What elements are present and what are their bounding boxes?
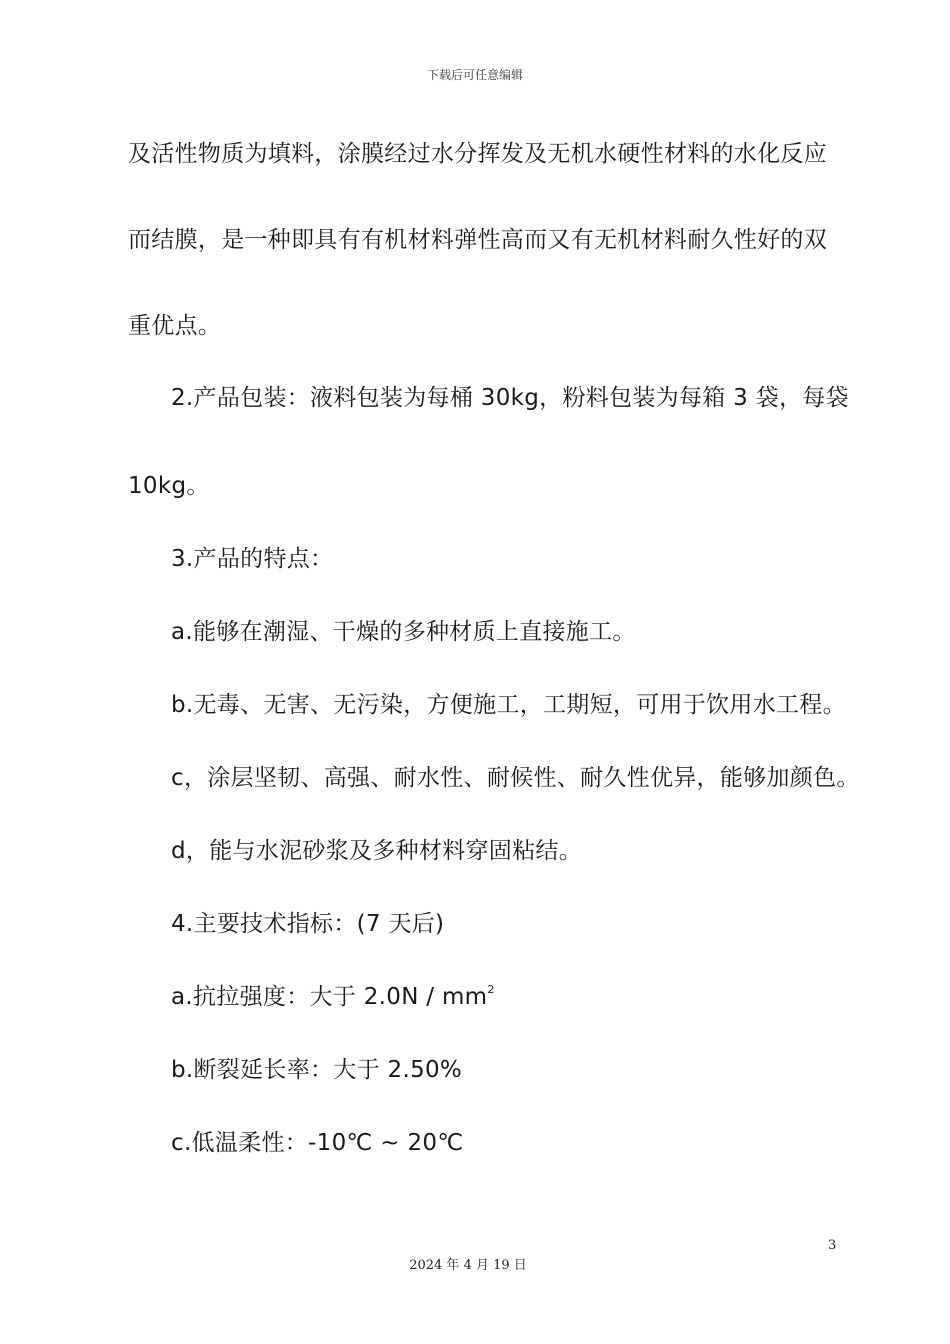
feature-item-c: c，涂层坚韧、高强、耐水性、耐候性、耐久性优异，能够加颜色。 [171, 765, 860, 791]
feature-item-b: b.无毒、无害、无污染，方便施工，工期短，可用于饮用水工程。 [171, 692, 846, 718]
unit-superscript: 2 [487, 983, 495, 996]
spec-item-c: c.低温柔性：-10℃ ~ 20℃ [171, 1130, 464, 1156]
packaging-line-continued: 10kg。 [128, 473, 210, 499]
specs-heading: 4.主要技术指标：(7 天后) [171, 911, 445, 937]
spec-item-b: b.断裂延长率：大于 2.50% [171, 1057, 463, 1083]
packaging-line: 2.产品包装：液料包装为每桶 30kg，粉料包装为每箱 3 袋，每袋 [171, 385, 849, 411]
page-header: 下载后可任意编辑 [426, 68, 523, 82]
paragraph-line: 重优点。 [128, 313, 222, 339]
paragraph-line: 而结膜，是一种即具有有机材料弹性高而又有无机材料耐久性好的双 [128, 227, 827, 253]
feature-item-d: d，能与水泥砂浆及多种材料穿固粘结。 [171, 838, 582, 864]
footer-date: 2024 年 4 月 19 日 [409, 1258, 527, 1273]
features-heading: 3.产品的特点： [171, 546, 334, 572]
paragraph-line: 及活性物质为填料，涂膜经过水分挥发及无机水硬性材料的水化反应 [128, 141, 827, 167]
spec-item-a-text: a.抗拉强度：大于 2.0N / mm [171, 984, 488, 1010]
page-number: 3 [828, 1238, 837, 1253]
feature-item-a: a.能够在潮湿、干燥的多种材质上直接施工。 [171, 619, 636, 645]
spec-item-a [171, 983, 495, 1011]
